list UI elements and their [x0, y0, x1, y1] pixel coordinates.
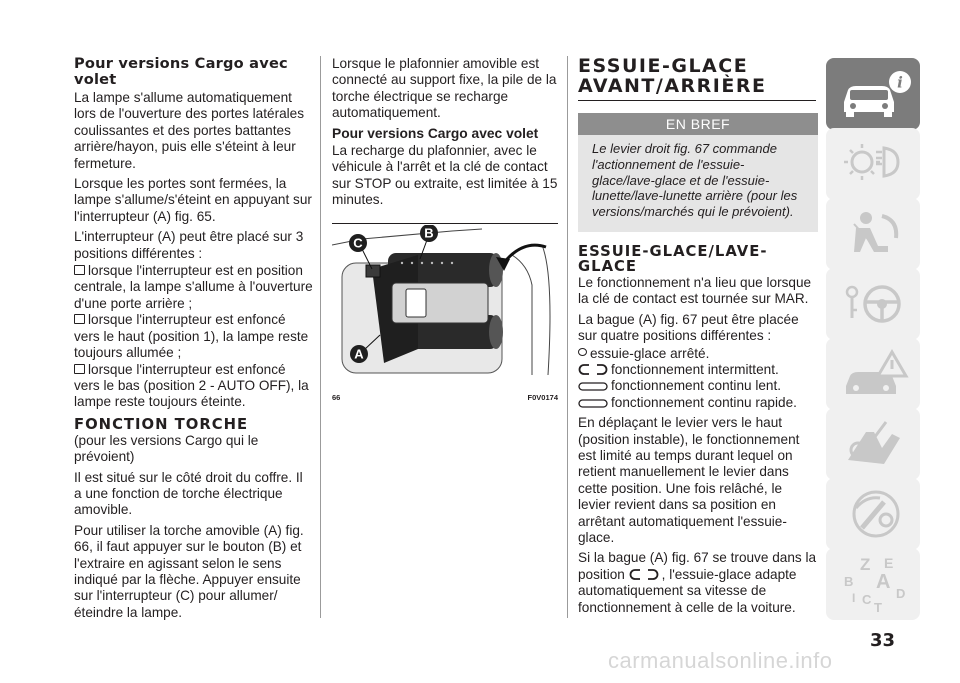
paragraph: Pour utiliser la torche amovible (A) fig. 66, il faut appuyer sur le bouton (B) et l'extraire en agissant selon le sens indiqué par la flèche. Appuyer ensuite sur l'interrupteur (C) pour allumer/éteindre la lampe.	[74, 522, 304, 620]
steering-start-icon	[826, 268, 920, 340]
car-info-icon	[826, 58, 920, 130]
page-number: 33	[870, 630, 896, 651]
label-c: C	[353, 235, 363, 251]
figure-top-rule	[332, 223, 558, 224]
paragraph: Lorsque le plafonnier amovible est connecté au support fixe, la pile de la torche électrique se recharge automatiquement.	[332, 56, 557, 121]
section-title: ESSUIE-GLACE AVANT/ARRIÈRE	[578, 56, 816, 101]
tab-emergency[interactable]	[826, 338, 920, 410]
paragraph: En déplaçant le levier vers le haut (position instable), le fonctionnement est limité au temps durant lequel on retient manuellement le levier dans cette position. Une fois relâché, le levier revient dans sa position en arrêtant automatiquement l'essuie-glace.	[578, 415, 800, 546]
dashboard-lights-icon	[826, 128, 920, 200]
label-a: A	[354, 346, 364, 362]
paragraph: Lorsque les portes sont fermées, la lampe s'allume/s'éteint en appuyant sur l'interrupteur (A) fig. 65.	[74, 176, 312, 224]
tab-dashboard-lights[interactable]	[826, 128, 920, 200]
tab-technical-data[interactable]	[826, 478, 920, 550]
maintenance-icon	[826, 408, 920, 480]
tab-car-info[interactable]	[826, 58, 920, 130]
square-bullet-icon	[74, 265, 85, 275]
list-item: lorsque l'interrupteur est en position centrale, la lampe s'allume à l'ouverture d'une porte arrière ;	[74, 263, 313, 311]
en-bref-box: Le levier droit fig. 67 commande l'actionnement de l'essuie-glace/lave-glace et de l'essuie-lunette/lave-lunette arrière (pour les versions/marchés qui le prévoient).	[578, 135, 818, 232]
off-position-icon	[578, 348, 587, 356]
paragraph: La bague (A) fig. 67 peut être placée sur quatre positions différentes :	[578, 311, 799, 344]
list-item: fonctionnement continu lent.	[578, 378, 818, 394]
heading-fonction-torche: FONCTION TORCHE	[74, 415, 249, 433]
tab-maintenance[interactable]	[826, 408, 920, 480]
paragraph: (pour les versions Cargo qui le prévoient)	[74, 432, 259, 465]
paragraph: L'interrupteur (A) peut être placé sur 3 positions différentes :	[74, 229, 304, 261]
index-letter: B	[844, 574, 854, 589]
list-item: lorsque l'interrupteur est enfoncé vers le bas (position 2 - AUTO OFF), la lampe reste toujours éteinte.	[74, 361, 309, 410]
heading-cargo: Pour versions Cargo avec volet	[74, 55, 288, 88]
figure-66	[332, 223, 558, 403]
middle-column	[332, 56, 560, 403]
tab-safety[interactable]	[826, 198, 920, 270]
paragraph: Le fonctionnement n'a lieu que lorsque la clé de contact est tournée sur MAR.	[578, 274, 812, 307]
index-letter: A	[876, 571, 891, 593]
continuous-fast-wiper-icon	[578, 399, 608, 408]
column-divider	[567, 56, 568, 618]
safety-airbag-icon	[826, 198, 920, 270]
technical-data-icon	[826, 478, 920, 550]
watermark: carmanualsonline.info	[608, 648, 833, 673]
list-item: lorsque l'interrupteur est enfoncé vers le haut (position 1), la lampe reste toujours allumée ;	[74, 312, 309, 361]
intermittent-wiper-icon	[629, 569, 659, 580]
right-column	[578, 56, 818, 620]
list-item: fonctionnement intermittent.	[578, 362, 818, 378]
intermittent-wiper-icon	[578, 364, 608, 375]
tab-steering[interactable]	[826, 268, 920, 340]
paragraph: La lampe s'allume automatiquement lors de l'ouverture des portes latérales coulissantes et des portes battantes arrière/hayon, puis elle s'éteint à leur fermeture.	[74, 90, 305, 171]
square-bullet-icon	[74, 364, 85, 374]
paragraph: La recharge du plafonnier, avec le véhicule à l'arrêt et la clé de contact sur STOP ou extraite, est limitée à 15 minutes.	[332, 143, 558, 208]
index-letter: C	[862, 592, 872, 607]
en-bref-banner: EN BREF	[578, 113, 818, 135]
index-letter: E	[884, 555, 894, 571]
label-b: B	[424, 225, 434, 241]
index-letter: D	[896, 586, 906, 601]
list-item: fonctionnement continu rapide.	[578, 395, 818, 411]
index-icon	[826, 548, 920, 620]
left-column	[74, 56, 314, 625]
heading-essuie-glace: ESSUIE-GLACE/LAVE-GLACE	[578, 242, 768, 275]
torch-illustration	[332, 225, 558, 385]
column-divider	[320, 56, 321, 618]
continuous-slow-wiper-icon	[578, 382, 608, 391]
tab-index[interactable]	[826, 548, 920, 620]
svg-text:i: i	[897, 73, 903, 92]
index-letter: Z	[860, 555, 871, 574]
figure-number: 66	[332, 393, 341, 403]
index-letter: I	[852, 591, 856, 605]
square-bullet-icon	[74, 314, 85, 324]
paragraph: Il est situé sur le côté droit du coffre. Il a une fonction de torche électrique amovible.	[74, 469, 303, 518]
heading-cargo: Pour versions Cargo avec volet	[332, 125, 539, 141]
paragraph: Si la bague (A) fig. 67 se trouve dans la position , l'essuie-glace adapte automatiquement sa vitesse de fonctionnement à celle de la voiture.	[578, 550, 817, 615]
list-item: essuie-glace arrêté.	[578, 346, 818, 362]
warning-breakdown-icon	[826, 338, 920, 410]
index-letter: T	[874, 600, 882, 615]
arrow-icon	[502, 245, 546, 265]
figure-code: F0V0174	[527, 393, 558, 403]
